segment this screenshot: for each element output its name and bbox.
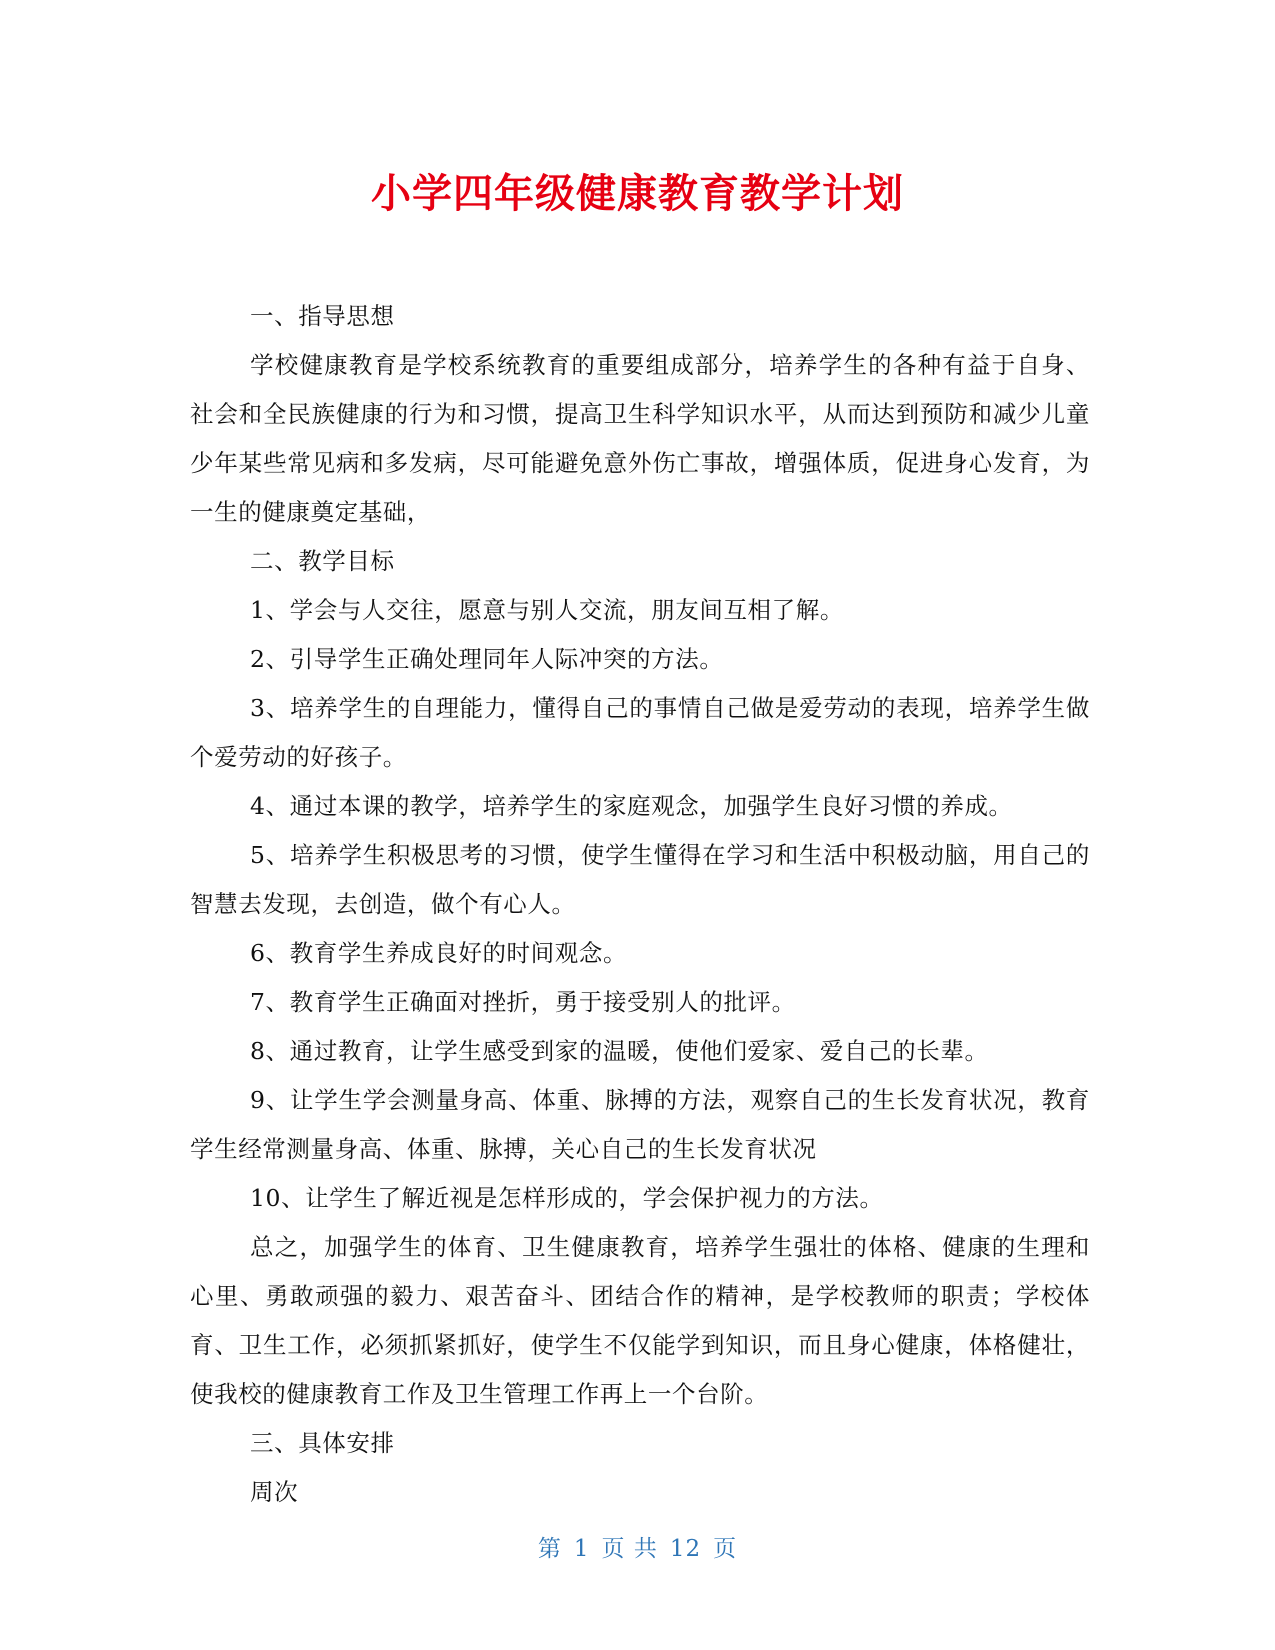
section-heading-teaching-goals: 二、教学目标 <box>250 547 395 575</box>
goal-item: 3、培养学生的自理能力，懂得自己的事情自己做是爱劳动的表现，培养学生做个爱劳动的好孩子。 <box>190 694 1090 771</box>
section-heading-arrangement: 三、具体安排 <box>250 1429 395 1457</box>
goal-item: 2、引导学生正确处理同年人际冲突的方法。 <box>250 645 724 673</box>
footer-page-number: 1 <box>573 1536 590 1562</box>
footer-middle: 页 共 <box>601 1536 658 1562</box>
section-heading-guiding-ideology: 一、指导思想 <box>250 302 395 330</box>
goal-item: 9、让学生学会测量身高、体重、脉搏的方法，观察自己的生长发育状况，教育学生经常测量身高、体重、脉搏，关心自己的生长发育状况 <box>190 1086 1090 1163</box>
goal-item: 4、通过本课的教学，培养学生的家庭观念，加强学生良好习惯的养成。 <box>250 792 1013 820</box>
page-footer <box>0 1530 1275 1563</box>
footer-prefix: 第 <box>537 1536 562 1562</box>
footer-total-pages: 12 <box>669 1536 702 1562</box>
summary-paragraph: 总之，加强学生的体育、卫生健康教育，培养学生强壮的体格、健康的生理和心里、勇敢顽强的毅力、艰苦奋斗、团结合作的精神，是学校教师的职责；学校体育、卫生工作，必须抓紧抓好，使学生不仅能学到知识，而且身心健康，体格健壮，使我校的健康教育工作及卫生管理工作再上一个台阶。 <box>190 1233 1090 1408</box>
goal-item: 1、学会与人交往，愿意与别人交流，朋友间互相了解。 <box>250 596 844 624</box>
goal-item: 6、教育学生养成良好的时间观念。 <box>250 939 628 967</box>
goal-item: 7、教育学生正确面对挫折，勇于接受别人的批评。 <box>250 988 796 1016</box>
goal-item: 5、培养学生积极思考的习惯，使学生懂得在学习和生活中积极动脑，用自己的智慧去发现，去创造，做个有心人。 <box>190 841 1090 918</box>
document-body <box>190 292 1090 1517</box>
goal-item: 8、通过教育，让学生感受到家的温暖，使他们爱家、爱自己的长辈。 <box>250 1037 989 1065</box>
week-label: 周次 <box>250 1478 299 1506</box>
goal-item: 10、让学生了解近视是怎样形成的，学会保护视力的方法。 <box>250 1184 884 1212</box>
paragraph-guiding-ideology: 学校健康教育是学校系统教育的重要组成部分，培养学生的各种有益于自身、社会和全民族健康的行为和习惯，提高卫生科学知识水平，从而达到预防和减少儿童少年某些常见病和多发病，尽可能避免意外伤亡事故，增强体质，促进身心发育，为一生的健康奠定基础， <box>190 351 1090 526</box>
footer-suffix: 页 <box>713 1536 738 1562</box>
document-title: 小学四年级健康教育教学计划 <box>371 171 904 217</box>
